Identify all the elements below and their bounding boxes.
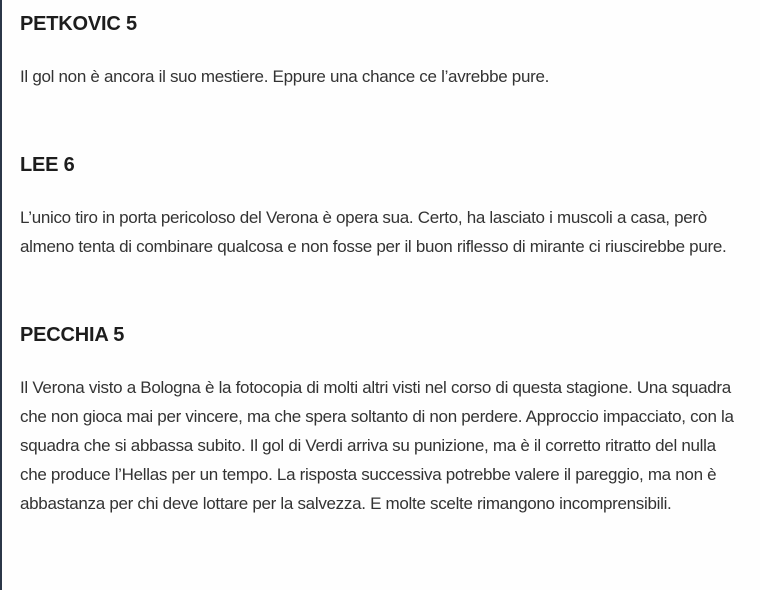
player-rating-heading: LEE 6 [20, 154, 75, 176]
player-rating-body: Il Verona visto a Bologna è la fotocopia di molti altri visti nel corso di questa stagione. Una squadra che non gioca mai per vincere, ma che spera soltanto di non perdere. Approccio impacciato, con la squadra che si abbassa subito. Il gol di Verdi arriva su punizione, ma è il corretto ritratto del nulla che produce l’Hellas per un tempo. La risposta successiva potrebbe valere il pareggio, ma non è abbastanza per chi deve lottare per la salvezza. E molte scelte rimangono incomprensibili. [20, 378, 734, 513]
article-content [2, 0, 760, 518]
player-rating-section-lee [20, 153, 740, 261]
player-rating-section-pecchia [20, 323, 740, 518]
player-rating-body: L’unico tiro in porta pericoloso del Verona è opera sua. Certo, ha lasciato i muscoli a casa, però almeno tenta di combinare qualcosa e non fosse per il buon riflesso di mirante ci riuscirebbe pure. [20, 208, 727, 256]
player-rating-body: Il gol non è ancora il suo mestiere. Eppure una chance ce l’avrebbe pure. [20, 67, 550, 86]
player-rating-heading: PETKOVIC 5 [20, 13, 137, 35]
player-rating-heading: PECCHIA 5 [20, 324, 125, 346]
player-rating-section-petkovic [20, 12, 740, 91]
